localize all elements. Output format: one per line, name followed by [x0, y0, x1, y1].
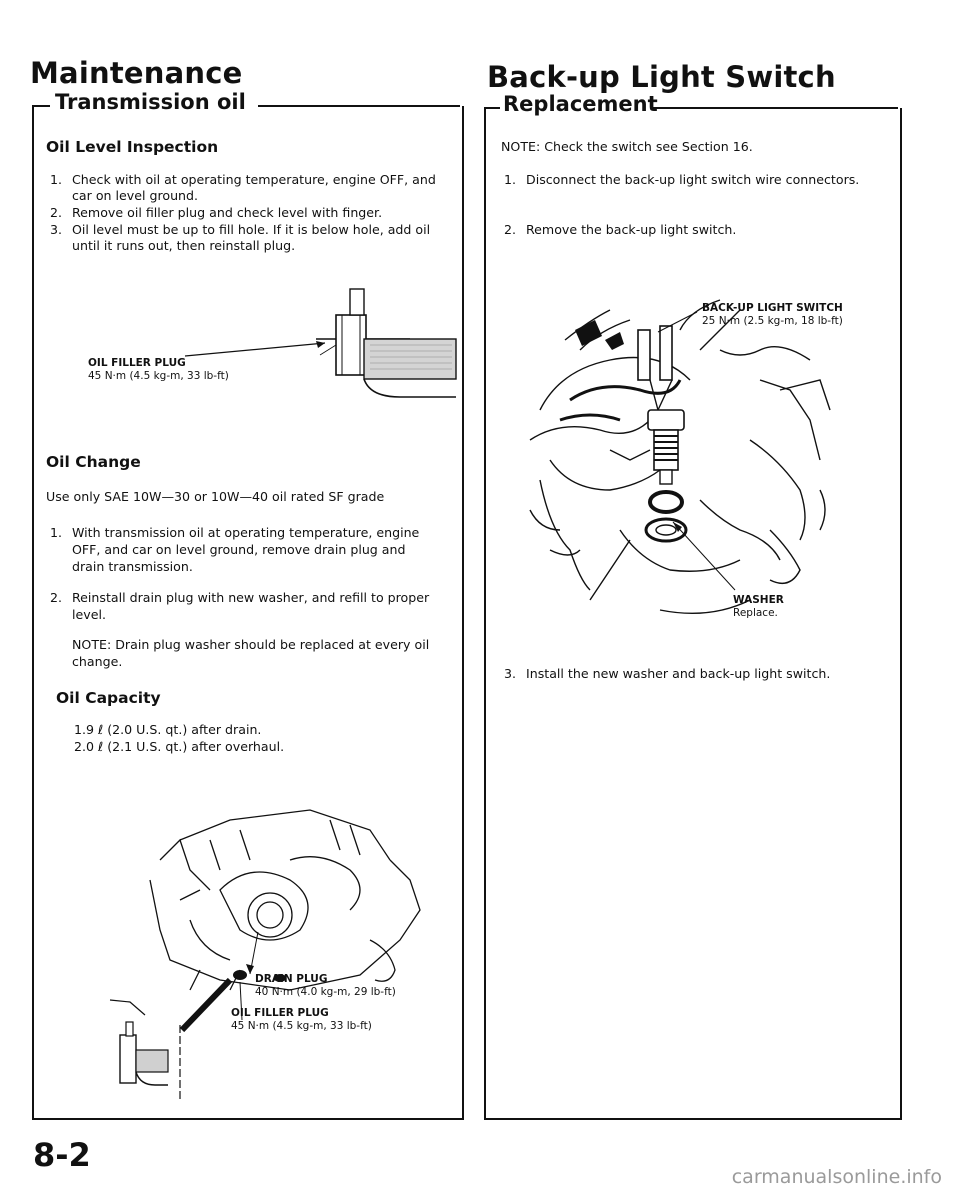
page-title-back-up-light-switch: Back-up Light Switch [487, 60, 836, 94]
step-number: 3. [50, 222, 63, 237]
section-reference-note: NOTE: Check the switch see Section 16. [501, 139, 753, 154]
callout-label: BACK-UP LIGHT SWITCH [702, 302, 843, 314]
replacement-step-1 [504, 172, 884, 188]
oil-change-heading: Oil Change [46, 453, 141, 471]
step-number: 2. [504, 222, 517, 237]
oil-change-step-1 [50, 524, 440, 575]
oil-capacity-after-overhaul: 2.0 ℓ (2.1 U.S. qt.) after overhaul. [74, 739, 285, 754]
step-number: 2. [50, 590, 63, 605]
drain-plug-washer-note: NOTE: Drain plug washer should be replaced at every oil change. [72, 637, 430, 669]
oil-level-heading: Oil Level Inspection [46, 138, 219, 156]
callout-label: OIL FILLER PLUG [231, 1007, 329, 1019]
step-text: Reinstall drain plug with new washer, and refill to proper level. [72, 590, 430, 622]
replacement-step-3 [504, 666, 884, 682]
oil-change-intro: Use only SAE 10W—30 or 10W—40 oil rated SF grade [46, 489, 385, 504]
callout-note: Replace. [733, 607, 778, 619]
callout-torque: 25 N·m (2.5 kg-m, 18 lb-ft) [702, 315, 843, 327]
section-subtitle-transmission-oil: Transmission oil [55, 90, 246, 114]
step-text: Check with oil at operating temperature, engine OFF, and car on level ground. [72, 172, 436, 203]
oil-level-step-2 [50, 205, 440, 221]
callout-label: WASHER [733, 594, 784, 606]
oil-level-step-3 [50, 222, 440, 253]
callout-torque: 45 N·m (4.5 kg-m, 33 lb-ft) [231, 1020, 372, 1032]
step-text: Remove oil filler plug and check level with finger. [72, 205, 383, 220]
step-number: 1. [50, 525, 63, 540]
step-text: Disconnect the back-up light switch wire connectors. [526, 172, 860, 187]
oil-filler-plug-callout [88, 357, 229, 383]
washer-callout [733, 594, 784, 620]
back-up-light-switch-callout [702, 302, 843, 328]
oil-capacity-heading: Oil Capacity [56, 689, 161, 707]
drain-plug-callout [255, 973, 396, 999]
callout-label: OIL FILLER PLUG [88, 357, 186, 369]
oil-level-step-1 [50, 172, 440, 203]
page-number: 8-2 [33, 1136, 91, 1174]
watermark: carmanualsonline.info [731, 1166, 942, 1188]
step-number: 2. [50, 205, 63, 220]
step-number: 3. [504, 666, 517, 681]
callout-label: DRAIN PLUG [255, 973, 328, 985]
oil-change-step-2 [50, 589, 440, 623]
callout-torque: 40 N·m (4.0 kg-m, 29 lb-ft) [255, 986, 396, 998]
step-text: Remove the back-up light switch. [526, 222, 737, 237]
page-title-maintenance: Maintenance [30, 56, 243, 90]
replacement-step-2 [504, 222, 884, 238]
oil-capacity-after-drain: 1.9 ℓ (2.0 U.S. qt.) after drain. [74, 722, 262, 737]
section-subtitle-replacement: Replacement [503, 92, 658, 116]
back-up-light-switch-illustration [520, 290, 840, 640]
callout-torque: 45 N·m (4.5 kg-m, 33 lb-ft) [88, 370, 229, 382]
step-text: With transmission oil at operating temperature, engine OFF, and car on level ground, remove drain plug and drain transmission. [72, 525, 420, 574]
step-number: 1. [504, 172, 517, 187]
oil-filler-plug-callout-2 [231, 1007, 372, 1033]
transmission-drain-plug-illustration [90, 800, 450, 1110]
step-text: Install the new washer and back-up light switch. [526, 666, 831, 681]
step-number: 1. [50, 172, 63, 187]
step-text: Oil level must be up to fill hole. If it is below hole, add oil until it runs out, then reinstall plug. [72, 222, 431, 253]
